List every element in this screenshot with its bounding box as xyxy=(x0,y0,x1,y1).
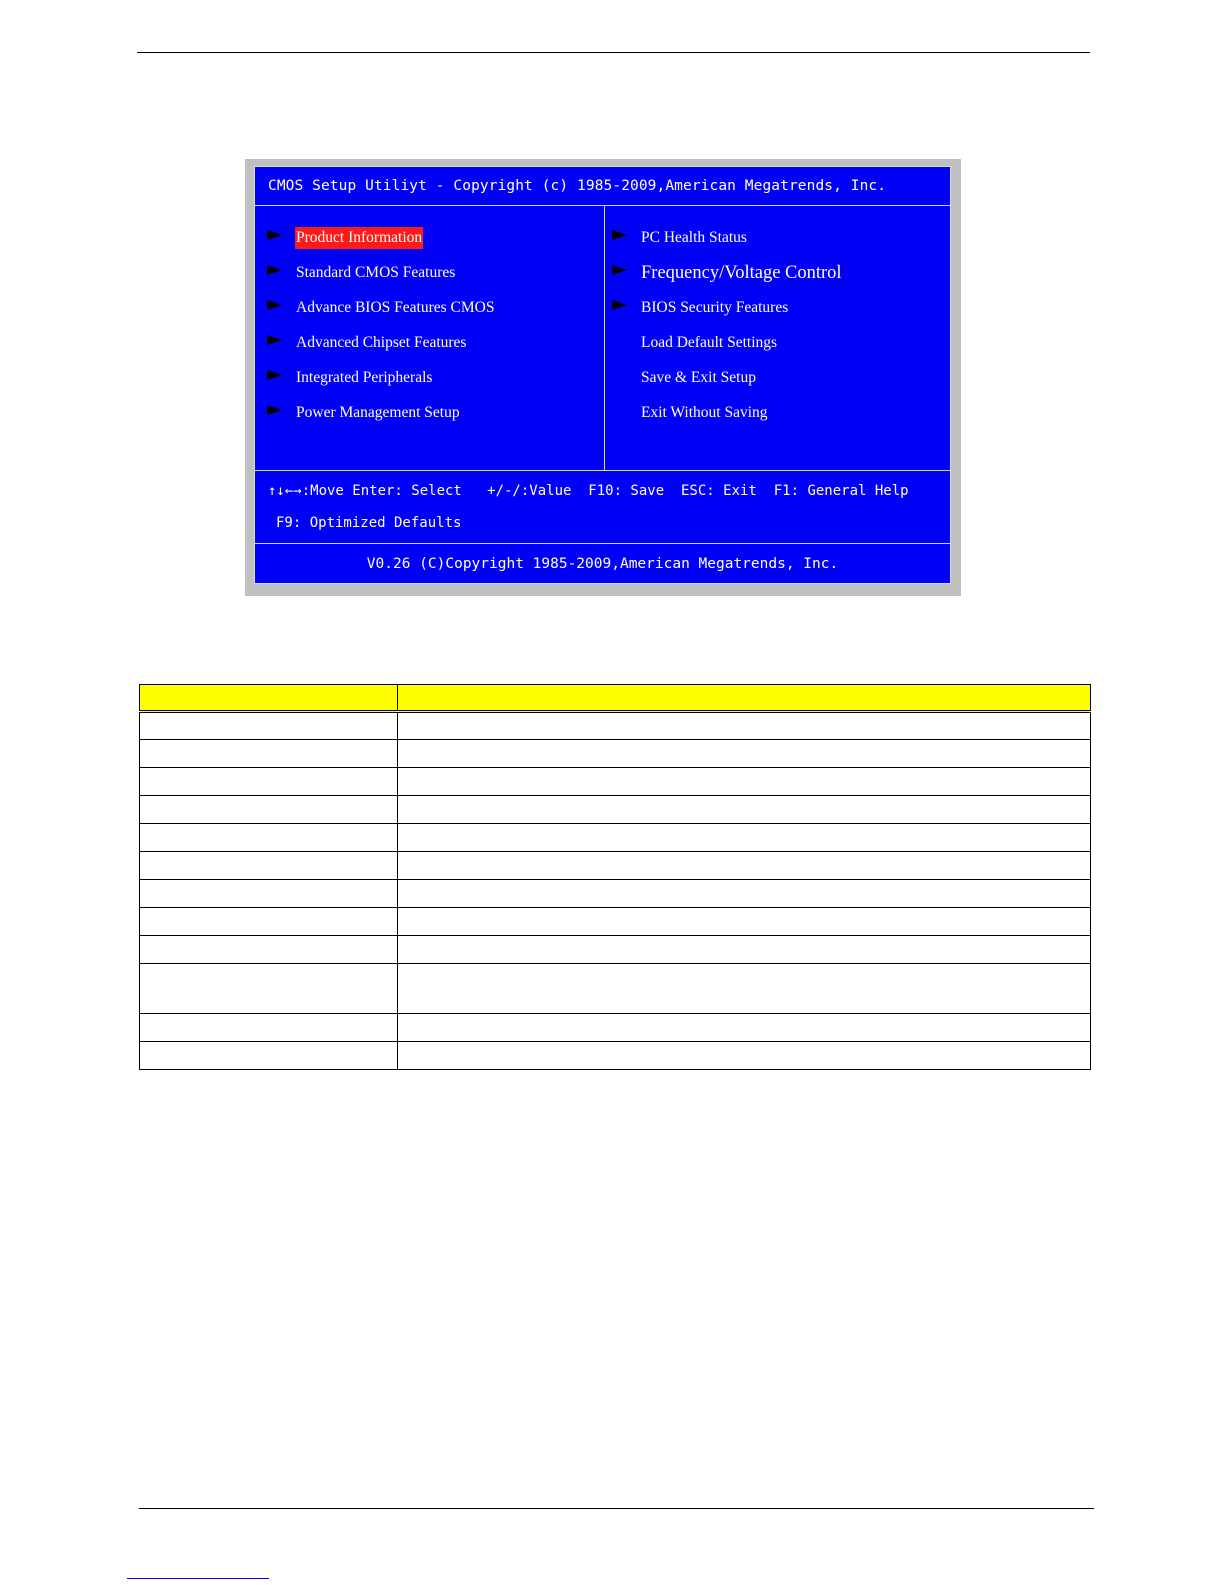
table-cell xyxy=(398,740,1091,768)
table-row xyxy=(140,740,1091,768)
menu-item-label: Frequency/Voltage Control xyxy=(641,262,842,283)
submenu-arrow-icon xyxy=(267,230,282,240)
table-row xyxy=(140,824,1091,852)
footer-link-underline xyxy=(127,1578,269,1579)
table-row xyxy=(140,852,1091,880)
table-cell xyxy=(140,964,398,1014)
table-cell xyxy=(398,768,1091,796)
table-cell xyxy=(140,824,398,852)
table-cell xyxy=(140,852,398,880)
table-header-cell xyxy=(398,685,1091,712)
submenu-arrow-icon xyxy=(267,265,282,275)
key-help-line: ↑↓←→:Move Enter: Select +/-/:Value F10: Save ESC: Exit F1: General Help xyxy=(268,483,909,499)
table-cell xyxy=(398,852,1091,880)
table-row xyxy=(140,768,1091,796)
submenu-arrow-icon xyxy=(612,230,627,240)
table-cell xyxy=(398,908,1091,936)
table-cell xyxy=(140,936,398,964)
menu-item-power-management-setup[interactable] xyxy=(267,395,495,430)
menu-item-load-default-settings[interactable] xyxy=(612,325,843,360)
table-cell xyxy=(140,908,398,936)
submenu-arrow-icon xyxy=(267,300,282,310)
table-cell xyxy=(398,796,1091,824)
menu-item-save-exit-setup[interactable] xyxy=(612,360,843,395)
table-cell xyxy=(398,936,1091,964)
submenu-arrow-icon xyxy=(612,265,627,275)
bios-key-help xyxy=(255,471,950,544)
table-row xyxy=(140,936,1091,964)
table-cell xyxy=(140,768,398,796)
menu-item-label: Exit Without Saving xyxy=(641,403,768,421)
table-row xyxy=(140,880,1091,908)
table-row xyxy=(140,1042,1091,1070)
table-header-cell xyxy=(140,685,398,712)
menu-item-frequency-voltage-control[interactable] xyxy=(612,255,843,290)
menu-item-label: Integrated Peripherals xyxy=(296,368,433,386)
table-cell xyxy=(140,880,398,908)
menu-item-exit-without-saving[interactable] xyxy=(612,395,843,430)
table-cell xyxy=(398,880,1091,908)
table-cell xyxy=(398,1014,1091,1042)
menu-divider xyxy=(604,206,605,470)
table-cell xyxy=(398,964,1091,1014)
menu-item-label: Advanced Chipset Features xyxy=(296,333,467,351)
menu-item-advance-bios-features-cmos[interactable] xyxy=(267,290,495,325)
menu-item-label: PC Health Status xyxy=(641,228,747,246)
menu-item-label: Load Default Settings xyxy=(641,333,778,351)
bios-screenshot xyxy=(245,159,961,596)
footer-rule xyxy=(139,1508,1094,1509)
menu-item-bios-security-features[interactable] xyxy=(612,290,843,325)
bios-main-menu xyxy=(255,206,950,471)
menu-item-label: Standard CMOS Features xyxy=(296,263,456,281)
left-menu-column xyxy=(267,220,495,430)
menu-item-integrated-peripherals[interactable] xyxy=(267,360,495,395)
table-row xyxy=(140,1014,1091,1042)
table-row xyxy=(140,712,1091,740)
bios-screen xyxy=(254,166,951,584)
key-help-line: F9: Optimized Defaults xyxy=(276,515,462,531)
submenu-arrow-icon xyxy=(267,370,282,380)
table-cell xyxy=(398,712,1091,740)
table-cell xyxy=(140,740,398,768)
submenu-arrow-icon xyxy=(267,405,282,415)
header-rule xyxy=(137,52,1090,53)
menu-item-label: Save & Exit Setup xyxy=(641,368,756,386)
table-cell xyxy=(140,1014,398,1042)
bios-footer: V0.26 (C)Copyright 1985-2009,American Megatrends, Inc. xyxy=(366,556,839,572)
menu-item-advanced-chipset-features[interactable] xyxy=(267,325,495,360)
table-row xyxy=(140,908,1091,936)
submenu-arrow-icon xyxy=(612,300,627,310)
bios-title: CMOS Setup Utiliyt - Copyright (c) 1985-2009,American Megatrends, Inc. xyxy=(255,167,950,206)
table-cell xyxy=(398,1042,1091,1070)
table-cell xyxy=(398,824,1091,852)
menu-item-product-information[interactable] xyxy=(267,220,495,255)
table-cell xyxy=(140,1042,398,1070)
table-row xyxy=(140,796,1091,824)
right-menu-column xyxy=(612,220,843,430)
menu-item-label: BIOS Security Features xyxy=(641,298,789,316)
menu-item-label: Advance BIOS Features CMOS xyxy=(296,298,495,316)
table-cell xyxy=(140,712,398,740)
table-cell xyxy=(140,796,398,824)
menu-item-label: Product Information xyxy=(295,227,423,249)
table-header-row xyxy=(140,685,1091,712)
table-row xyxy=(140,964,1091,1014)
settings-table xyxy=(139,684,1091,1070)
menu-item-standard-cmos-features[interactable] xyxy=(267,255,495,290)
submenu-arrow-icon xyxy=(267,335,282,345)
menu-item-label: Power Management Setup xyxy=(296,403,460,421)
menu-item-pc-health-status[interactable] xyxy=(612,220,843,255)
